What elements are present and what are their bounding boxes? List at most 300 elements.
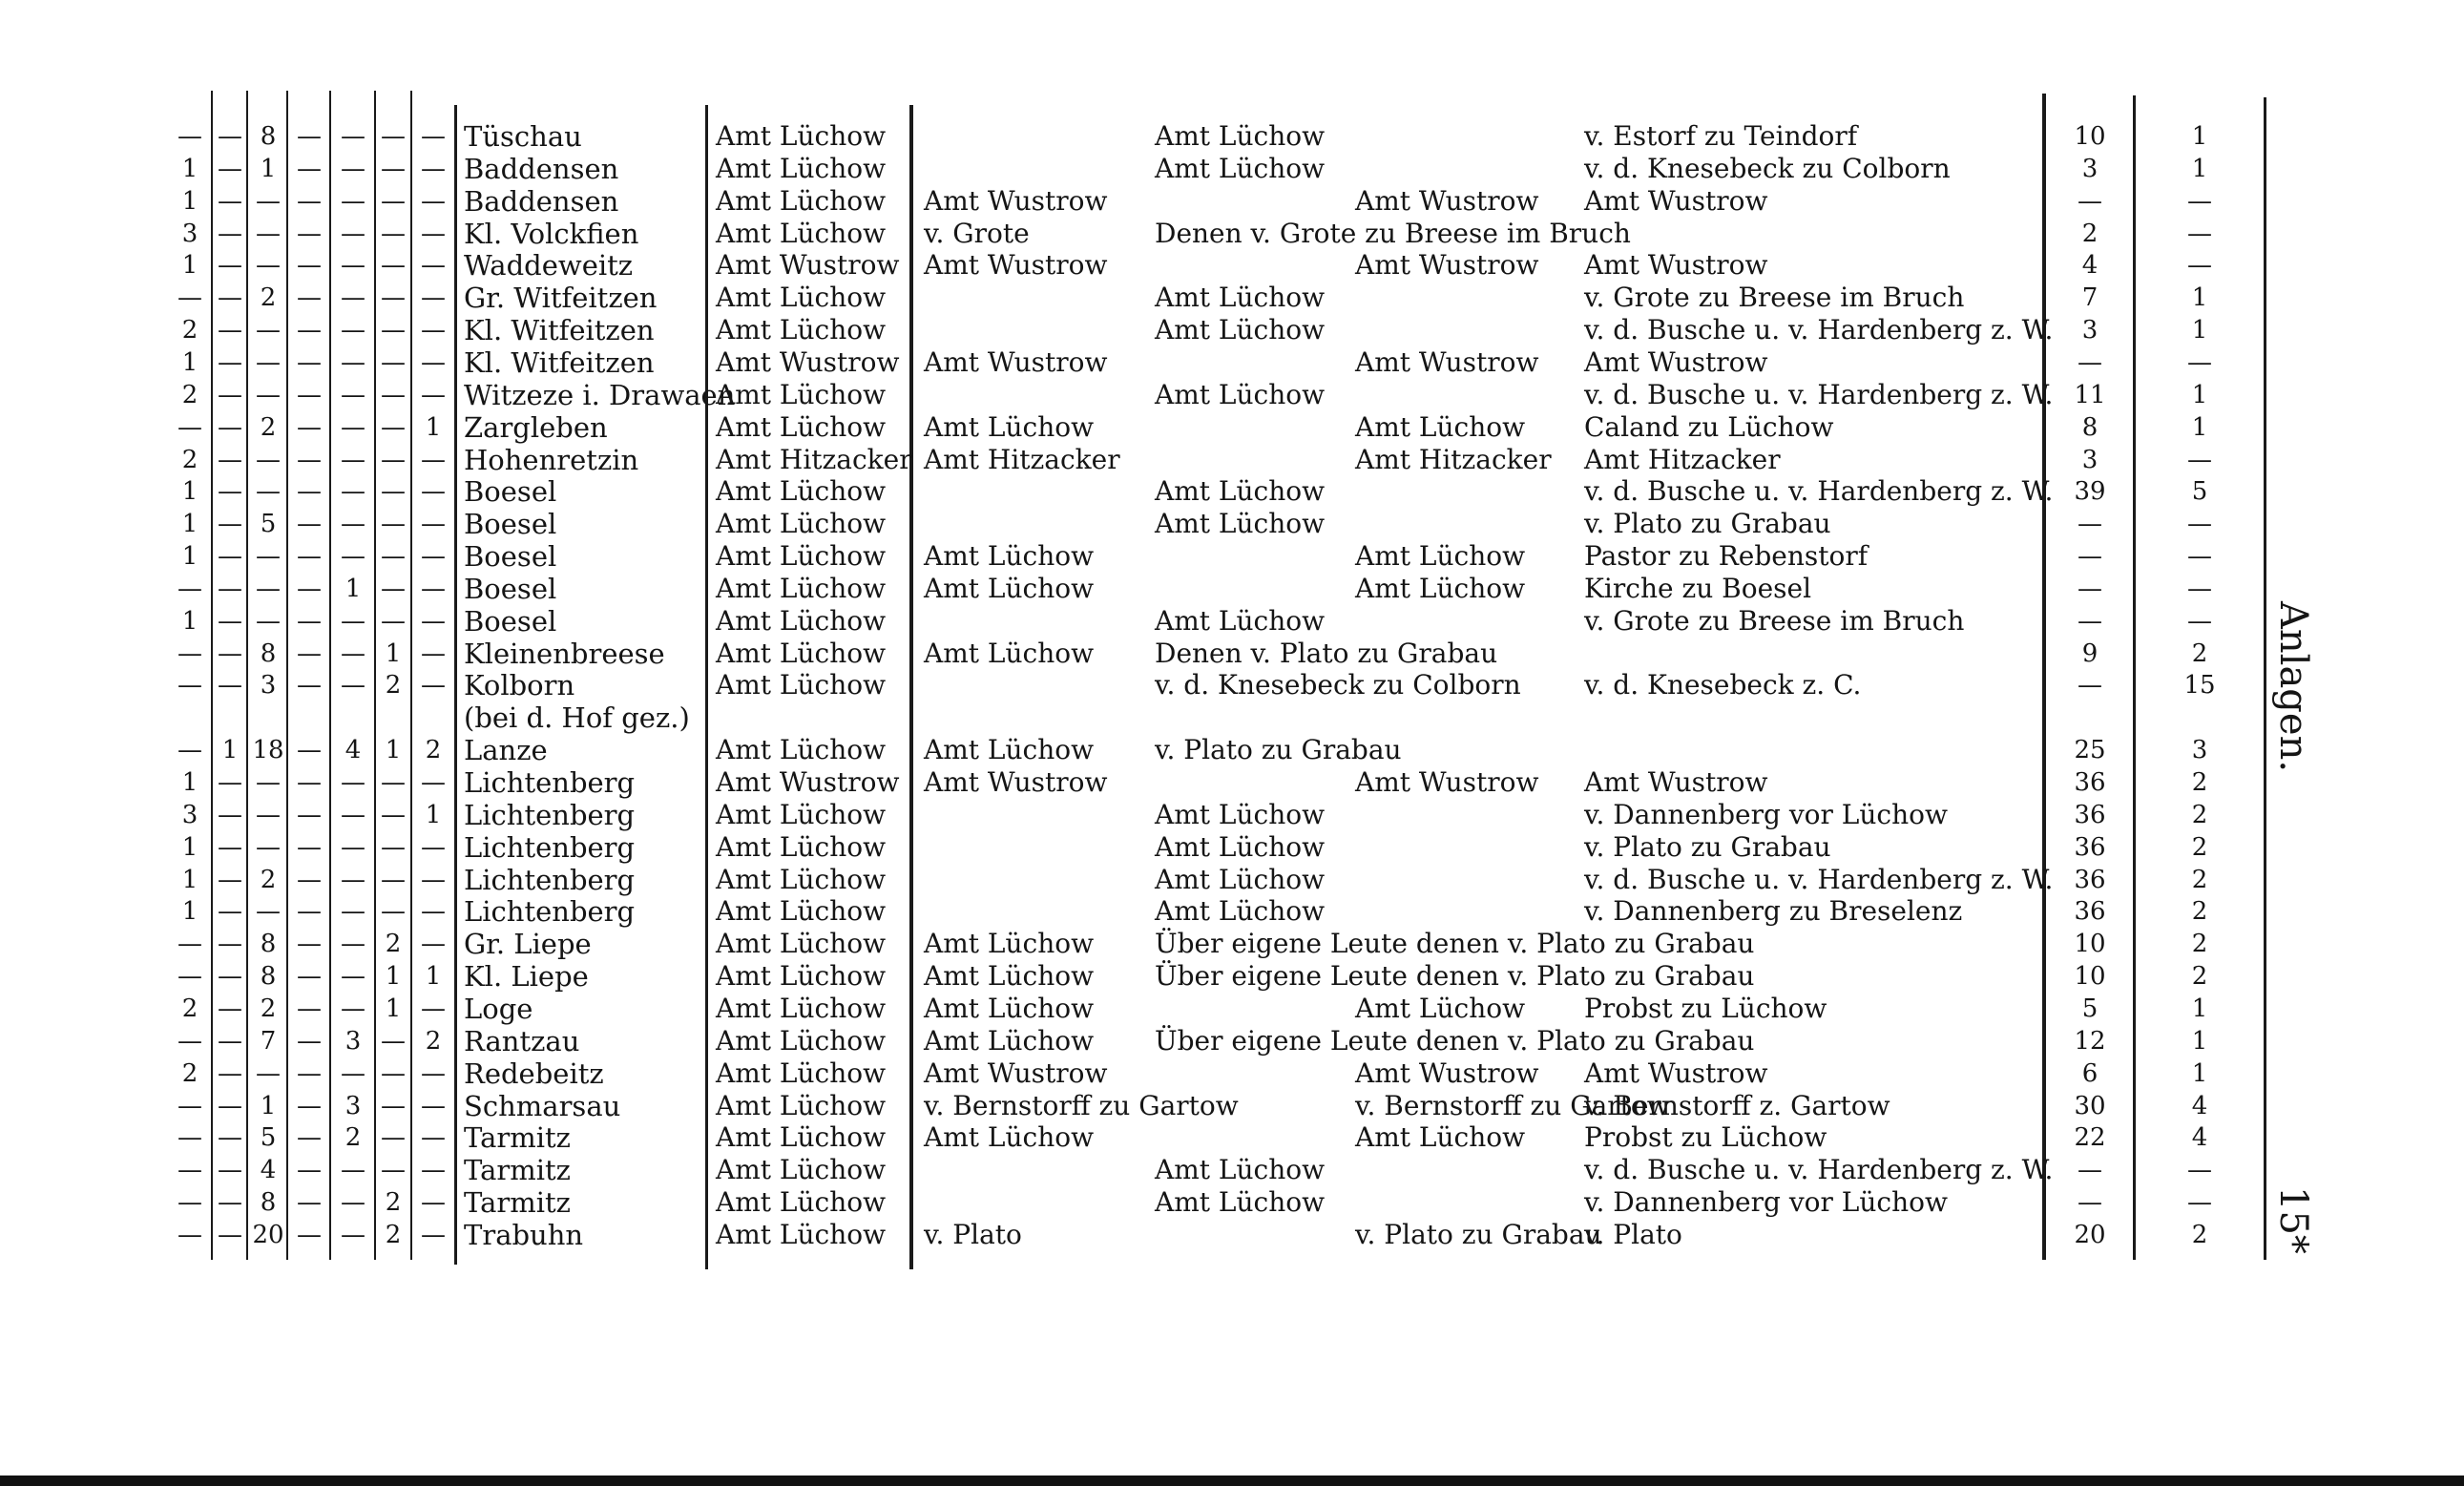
count-cell: 5 (260, 1123, 277, 1152)
amt-cell: Amt Lüchow (716, 638, 887, 669)
table-row (0, 153, 2464, 185)
count-cell: — (341, 1156, 365, 1184)
lord-col-1: Amt Wustrow (924, 346, 1108, 378)
count-cell: — (256, 1059, 281, 1088)
table-row (0, 895, 2464, 928)
value-b: — (2187, 1156, 2212, 1184)
count-cell: — (297, 994, 322, 1023)
table-row (0, 1186, 2464, 1219)
lord-col-4: v. d. Busche u. v. Hardenberg z. W. (1584, 864, 2054, 895)
count-cell: 1 (181, 187, 198, 216)
count-cell: 5 (260, 510, 277, 538)
lord-col-4: v. Dannenberg vor Lüchow (1584, 799, 1948, 830)
lord-col-3: Amt Lüchow (1355, 573, 1526, 604)
count-cell: — (218, 122, 242, 151)
amt-cell: Amt Lüchow (716, 1025, 887, 1057)
count-cell: 3 (345, 1027, 362, 1056)
count-cell: 2 (181, 446, 198, 474)
count-cell: — (218, 251, 242, 280)
count-cell: — (218, 575, 242, 603)
count-cell: — (341, 962, 365, 991)
count-cell: — (177, 930, 202, 958)
count-cell: — (256, 477, 281, 506)
table-row (0, 540, 2464, 573)
count-cell: — (421, 930, 446, 958)
count-cell: — (297, 607, 322, 636)
value-b: — (2187, 510, 2212, 538)
amt-cell: Amt Lüchow (716, 895, 887, 927)
value-b: 2 (2191, 801, 2208, 829)
count-cell: — (297, 1123, 322, 1152)
value-a: — (2078, 671, 2102, 700)
lord-col-4: Amt Wustrow (1584, 1057, 1768, 1089)
page-number: 15* (2271, 1186, 2315, 1254)
count-cell: — (341, 671, 365, 700)
lord-col-4: v. d. Busche u. v. Hardenberg z. W. (1584, 379, 2054, 410)
table-row (0, 928, 2464, 960)
value-b: 1 (2191, 316, 2208, 345)
place-name: Boesel (464, 605, 557, 638)
lord-col-4: v. d. Busche u. v. Hardenberg z. W. (1584, 475, 2054, 507)
count-cell: — (341, 930, 365, 958)
value-b: 5 (2191, 477, 2208, 506)
value-a: 36 (2074, 768, 2106, 797)
value-a: 10 (2074, 962, 2106, 991)
value-a: — (2078, 575, 2102, 603)
lord-col-4: v. d. Knesebeck zu Colborn (1584, 153, 1951, 184)
value-a: 4 (2081, 251, 2099, 280)
count-cell: — (381, 607, 406, 636)
lord-col-4: Amt Wustrow (1584, 346, 1768, 378)
table-row (0, 1090, 2464, 1122)
lord-col-2: Amt Lüchow (1155, 508, 1326, 539)
lord-col-3: Amt Lüchow (1355, 1121, 1526, 1153)
amt-cell: Amt Lüchow (716, 508, 887, 539)
amt-cell: Amt Lüchow (716, 573, 887, 604)
table-row (0, 120, 2464, 153)
value-b: — (2187, 607, 2212, 636)
table-row (0, 1154, 2464, 1186)
table-row (0, 249, 2464, 282)
lord-col-1: Amt Wustrow (924, 249, 1108, 281)
count-cell: 1 (181, 866, 198, 894)
count-cell: — (218, 1156, 242, 1184)
table-row (0, 960, 2464, 993)
count-cell: — (218, 155, 242, 183)
table-row (0, 638, 2464, 670)
count-cell: — (177, 639, 202, 668)
place-name: Redebeitz (464, 1057, 604, 1090)
count-cell: — (297, 801, 322, 829)
place-name: Tarmitz (464, 1154, 571, 1186)
count-cell: — (421, 283, 446, 312)
count-cell: — (256, 833, 281, 862)
table-row (0, 766, 2464, 799)
value-b: 15 (2183, 671, 2216, 700)
count-cell: — (421, 833, 446, 862)
count-cell: — (218, 220, 242, 248)
table-row (0, 1057, 2464, 1090)
place-name: Boesel (464, 475, 557, 508)
amt-cell: Amt Lüchow (716, 1219, 887, 1250)
value-a: 10 (2074, 930, 2106, 958)
count-cell: — (256, 801, 281, 829)
count-cell: — (341, 1059, 365, 1088)
value-a: 36 (2074, 833, 2106, 862)
count-cell: — (341, 381, 365, 409)
value-a: 10 (2074, 122, 2106, 151)
count-cell: — (218, 897, 242, 926)
value-b: 1 (2191, 381, 2208, 409)
count-cell: — (297, 446, 322, 474)
place-name: Lichtenberg (464, 831, 636, 864)
value-b: — (2187, 446, 2212, 474)
lord-col-1: Amt Lüchow (924, 960, 1095, 992)
count-cell: 3 (345, 1092, 362, 1120)
count-cell: 2 (425, 1027, 442, 1056)
lord-col-4: Amt Wustrow (1584, 185, 1768, 217)
table-row (0, 508, 2464, 540)
count-cell: 8 (260, 639, 277, 668)
lord-col-2: Amt Lüchow (1155, 895, 1326, 927)
value-b: — (2187, 251, 2212, 280)
count-cell: — (297, 639, 322, 668)
count-cell: — (177, 1156, 202, 1184)
count-cell: — (297, 381, 322, 409)
table-row (0, 734, 2464, 766)
amt-cell: Amt Lüchow (716, 411, 887, 443)
count-cell: 1 (425, 413, 442, 442)
count-cell: 1 (385, 962, 402, 991)
count-cell: — (177, 1221, 202, 1249)
value-b: — (2187, 220, 2212, 248)
count-cell: 1 (181, 897, 198, 926)
value-b: 1 (2191, 122, 2208, 151)
lord-col-2: Amt Lüchow (1155, 1154, 1326, 1185)
count-cell: — (177, 122, 202, 151)
count-cell: — (381, 1156, 406, 1184)
count-cell: — (177, 283, 202, 312)
lord-col-1: v. Plato (924, 1219, 1022, 1250)
count-cell: — (297, 1027, 322, 1056)
table-row (0, 864, 2464, 896)
lord-col-4: Kirche zu Boesel (1584, 573, 1812, 604)
lord-col-2: Denen v. Grote zu Breese im Bruch (1155, 218, 1631, 249)
count-cell: — (421, 768, 446, 797)
count-cell: 18 (252, 736, 284, 764)
count-cell: — (297, 736, 322, 764)
place-name: Zargleben (464, 411, 608, 444)
count-cell: — (381, 575, 406, 603)
count-cell: 1 (181, 155, 198, 183)
count-cell: — (177, 575, 202, 603)
count-cell: 2 (260, 866, 277, 894)
value-a: 8 (2081, 413, 2099, 442)
count-cell: — (218, 542, 242, 571)
lord-col-4: v. Plato zu Grabau (1584, 508, 1831, 539)
count-cell: — (256, 251, 281, 280)
count-cell: — (218, 1059, 242, 1088)
place-name: Gr. Witfeitzen (464, 282, 658, 314)
count-cell: 1 (181, 542, 198, 571)
count-cell: — (381, 477, 406, 506)
count-cell: — (341, 283, 365, 312)
lord-col-2: Denen v. Plato zu Grabau (1155, 638, 1498, 669)
lord-col-2: Amt Lüchow (1155, 605, 1326, 637)
table-row (0, 1025, 2464, 1057)
value-a: 22 (2074, 1123, 2106, 1152)
count-cell: 8 (260, 122, 277, 151)
count-cell: — (177, 1188, 202, 1217)
value-b: 1 (2191, 283, 2208, 312)
count-cell: 1 (181, 348, 198, 377)
value-b: 2 (2191, 930, 2208, 958)
count-cell: 1 (425, 962, 442, 991)
place-name: Boesel (464, 508, 557, 540)
lord-col-4: v. Estorf zu Teindorf (1584, 120, 1858, 152)
count-cell: — (297, 1156, 322, 1184)
scan-edge (0, 1476, 2464, 1486)
count-cell: — (218, 801, 242, 829)
value-a: 36 (2074, 801, 2106, 829)
count-cell: 2 (345, 1123, 362, 1152)
table-row (0, 669, 2464, 701)
count-cell: — (341, 122, 365, 151)
count-cell: — (297, 768, 322, 797)
value-a: — (2078, 348, 2102, 377)
count-cell: — (421, 607, 446, 636)
count-cell: — (218, 413, 242, 442)
amt-cell: Amt Lüchow (716, 1090, 887, 1121)
margin-label: Anlagen. (2271, 601, 2315, 773)
count-cell: — (297, 283, 322, 312)
count-cell: — (381, 897, 406, 926)
count-cell: — (218, 768, 242, 797)
count-cell: — (421, 1123, 446, 1152)
count-cell: — (341, 768, 365, 797)
lord-col-1: Amt Lüchow (924, 573, 1095, 604)
count-cell: — (297, 316, 322, 345)
value-b: 2 (2191, 1221, 2208, 1249)
count-cell: — (341, 801, 365, 829)
place-name: Kl. Witfeitzen (464, 314, 655, 346)
count-cell: 2 (385, 1188, 402, 1217)
amt-cell: Amt Lüchow (716, 734, 887, 765)
lord-col-4: Probst zu Lüchow (1584, 993, 1827, 1024)
amt-cell: Amt Lüchow (716, 540, 887, 572)
lord-col-1: Amt Lüchow (924, 411, 1095, 443)
amt-cell: Amt Wustrow (716, 346, 900, 378)
count-cell: — (381, 1123, 406, 1152)
lord-col-4: v. d. Busche u. v. Hardenberg z. W. (1584, 314, 2054, 345)
count-cell: — (218, 607, 242, 636)
lord-col-1: v. Bernstorff zu Gartow (924, 1090, 1239, 1121)
count-cell: — (218, 283, 242, 312)
table-row (0, 314, 2464, 346)
lord-col-2: Amt Lüchow (1155, 120, 1326, 152)
count-cell: — (256, 316, 281, 345)
lord-col-2: Amt Lüchow (1155, 153, 1326, 184)
count-cell: — (341, 477, 365, 506)
place-name: Lichtenberg (464, 895, 636, 928)
lord-col-1: Amt Wustrow (924, 766, 1108, 798)
table-row (0, 605, 2464, 638)
place-name: Kolborn (464, 669, 575, 701)
amt-cell: Amt Lüchow (716, 669, 887, 701)
value-b: 1 (2191, 413, 2208, 442)
count-cell: — (341, 542, 365, 571)
count-cell: — (381, 316, 406, 345)
count-cell: — (381, 542, 406, 571)
count-cell: — (381, 413, 406, 442)
count-cell: — (297, 122, 322, 151)
table-row (0, 1121, 2464, 1154)
count-cell: 2 (385, 930, 402, 958)
count-cell: — (421, 122, 446, 151)
count-cell: — (341, 413, 365, 442)
value-b: 2 (2191, 866, 2208, 894)
value-b: — (2187, 348, 2212, 377)
count-cell: — (381, 866, 406, 894)
table-row (0, 411, 2464, 444)
count-cell: — (218, 510, 242, 538)
place-name: Lichtenberg (464, 864, 636, 896)
lord-col-3: Amt Lüchow (1355, 993, 1526, 1024)
count-cell: — (381, 122, 406, 151)
lord-col-2: Amt Lüchow (1155, 1186, 1326, 1218)
count-cell: — (341, 187, 365, 216)
value-a: — (2078, 510, 2102, 538)
count-cell: — (177, 1123, 202, 1152)
value-a: 36 (2074, 866, 2106, 894)
amt-cell: Amt Hitzacker (716, 444, 912, 475)
place-name: Tüschau (464, 120, 582, 153)
value-a: 9 (2081, 639, 2099, 668)
count-cell: 1 (181, 607, 198, 636)
count-cell: — (421, 187, 446, 216)
value-a: 25 (2074, 736, 2106, 764)
lord-col-3: Amt Wustrow (1355, 185, 1539, 217)
lord-col-3: Amt Wustrow (1355, 249, 1539, 281)
count-cell: — (381, 348, 406, 377)
count-cell: — (218, 866, 242, 894)
value-b: — (2187, 575, 2212, 603)
value-b: 2 (2191, 897, 2208, 926)
lord-col-3: Amt Hitzacker (1355, 444, 1552, 475)
lord-col-3: Amt Wustrow (1355, 346, 1539, 378)
count-cell: — (256, 381, 281, 409)
count-cell: 20 (252, 1221, 284, 1249)
lord-col-4: v. Dannenberg zu Breselenz (1584, 895, 1963, 927)
count-cell: — (218, 671, 242, 700)
count-cell: — (297, 1221, 322, 1249)
count-cell: — (421, 639, 446, 668)
place-name: Lichtenberg (464, 766, 636, 799)
count-cell: — (421, 155, 446, 183)
count-cell: 2 (181, 316, 198, 345)
value-b: — (2187, 187, 2212, 216)
amt-cell: Amt Lüchow (716, 1154, 887, 1185)
count-cell: — (341, 607, 365, 636)
count-cell: — (256, 897, 281, 926)
lord-col-3: Amt Wustrow (1355, 1057, 1539, 1089)
lord-col-2: v. d. Knesebeck zu Colborn (1155, 669, 1521, 701)
amt-cell: Amt Lüchow (716, 831, 887, 863)
count-cell: — (218, 381, 242, 409)
place-name: Loge (464, 993, 533, 1025)
count-cell: — (421, 897, 446, 926)
place-name: Rantzau (464, 1025, 580, 1057)
lord-col-2: Amt Lüchow (1155, 831, 1326, 863)
count-cell: — (341, 994, 365, 1023)
amt-cell: Amt Lüchow (716, 120, 887, 152)
place-name: Lichtenberg (464, 799, 636, 831)
amt-cell: Amt Lüchow (716, 185, 887, 217)
value-b: 3 (2191, 736, 2208, 764)
count-cell: — (381, 446, 406, 474)
table-row (0, 282, 2464, 314)
place-name: Schmarsau (464, 1090, 621, 1122)
place-name: Boesel (464, 540, 557, 573)
lord-col-2: Amt Lüchow (1155, 379, 1326, 410)
value-a: 6 (2081, 1059, 2099, 1088)
lord-col-1: Amt Lüchow (924, 734, 1095, 765)
table-row (0, 799, 2464, 831)
amt-cell: Amt Lüchow (716, 993, 887, 1024)
count-cell: 7 (260, 1027, 277, 1056)
count-cell: — (297, 477, 322, 506)
count-cell: — (381, 1027, 406, 1056)
count-cell: — (421, 251, 446, 280)
count-cell: — (381, 283, 406, 312)
count-cell: 2 (425, 736, 442, 764)
count-cell: — (297, 542, 322, 571)
value-a: 3 (2081, 316, 2099, 345)
count-cell: 1 (221, 736, 239, 764)
count-cell: — (381, 1092, 406, 1120)
count-cell: 3 (260, 671, 277, 700)
count-cell: — (297, 510, 322, 538)
table-row (0, 831, 2464, 864)
count-cell: — (218, 930, 242, 958)
lord-col-1: Amt Lüchow (924, 540, 1095, 572)
count-cell: — (297, 575, 322, 603)
place-name: Lanze (464, 734, 548, 766)
count-cell: — (177, 736, 202, 764)
amt-cell: Amt Lüchow (716, 1186, 887, 1218)
value-b: 2 (2191, 833, 2208, 862)
count-cell: — (421, 510, 446, 538)
place-name: Waddeweitz (464, 249, 634, 282)
table-row (0, 475, 2464, 508)
value-a: — (2078, 542, 2102, 571)
count-cell: — (297, 866, 322, 894)
count-cell: — (421, 1156, 446, 1184)
count-cell: — (421, 1188, 446, 1217)
place-name: Kleinenbreese (464, 638, 665, 670)
count-cell: 1 (260, 155, 277, 183)
lord-col-2: Amt Lüchow (1155, 475, 1326, 507)
count-cell: — (341, 251, 365, 280)
count-cell: — (218, 1188, 242, 1217)
lord-col-4: Probst zu Lüchow (1584, 1121, 1827, 1153)
count-cell: — (297, 962, 322, 991)
count-cell: 3 (181, 220, 198, 248)
count-cell: — (421, 381, 446, 409)
count-cell: — (381, 187, 406, 216)
count-cell: — (218, 316, 242, 345)
count-cell: — (381, 381, 406, 409)
